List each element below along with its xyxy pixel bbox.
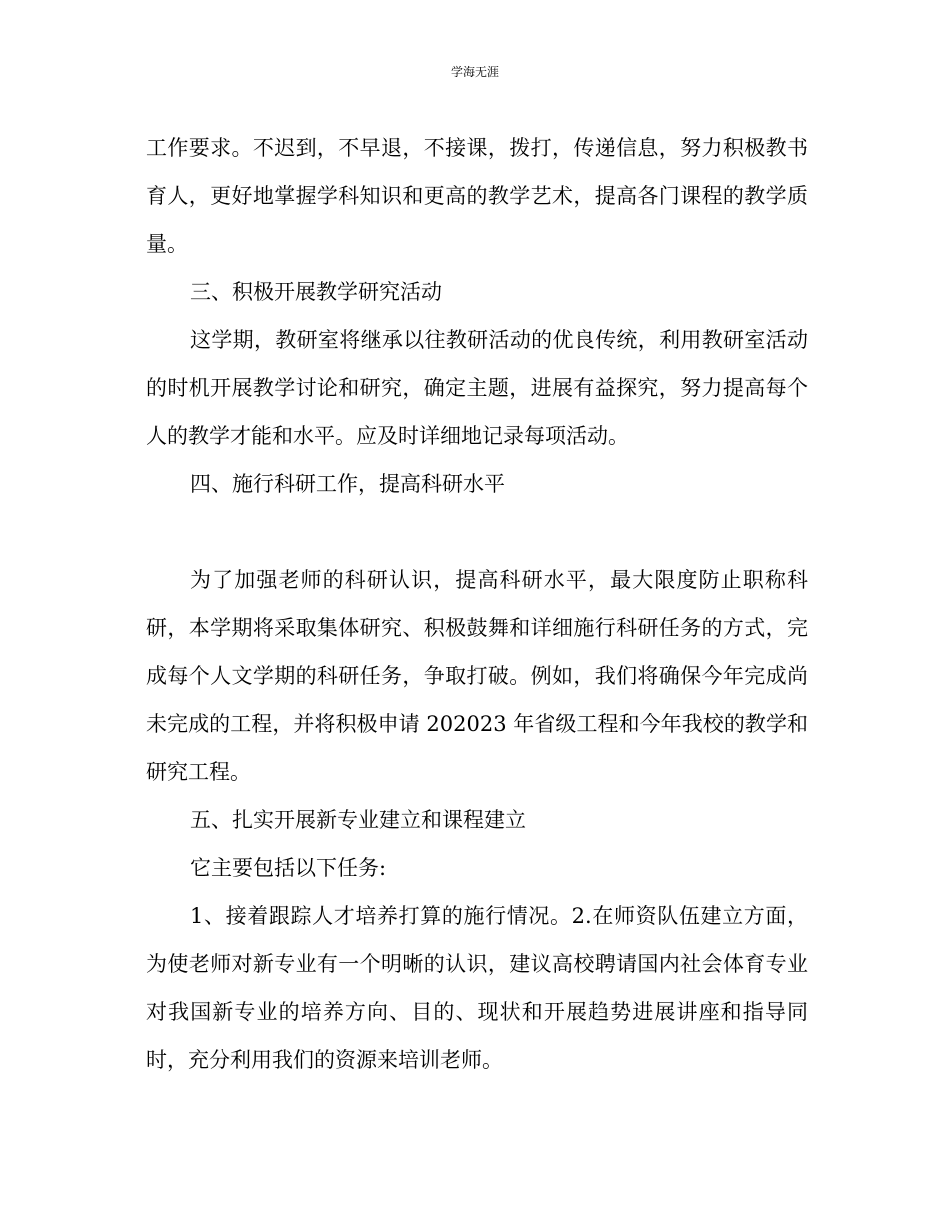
section-heading-4: 四、施行科研工作，提高科研水平 — [190, 472, 505, 496]
page-header: 学海无涯 — [450, 65, 499, 79]
section-heading-5: 五、扎实开展新专业建立和课程建立 — [190, 808, 526, 832]
paragraph-work-requirements: 工作要求。不迟到，不早退，不接课，拨打，传递信息，努力积极教书育人，更好地掌握学科知识和更高的教学艺术，提高各门课程的教学质量。 — [146, 136, 808, 256]
paragraph-tasks-intro: 它主要包括以下任务: — [190, 856, 387, 880]
section-heading-3: 三、积极开展教学研究活动 — [190, 280, 442, 304]
paragraph-scientific-research: 为了加强老师的科研认识，提高科研水平，最大限度防止职称科研，本学期将采取集体研究、积极鼓舞和详细施行科研任务的方式，完成每个人文学期的科研任务，争取打破。例如，我们将确保今年完成尚未完成的工程，并将积极申请 202023 年省级工程和今年我校的教学和研究工程。 — [146, 568, 808, 784]
paragraph-teaching-research: 这学期，教研室将继承以往教研活动的优良传统，利用教研室活动的时机开展教学讨论和研究，确定主题，进展有益探究，努力提高每个人的教学才能和水平。应及时详细地记录每项活动。 — [146, 328, 808, 448]
document-body — [146, 124, 808, 1084]
paragraph-task-1: 1、接着跟踪人才培养打算的施行情况。2.在师资队伍建立方面，为使老师对新专业有一个明晰的认识，建议高校聘请国内社会体育专业对我国新专业的培养方向、目的、现状和开展趋势进展讲座和指导同时，充分利用我们的资源来培训老师。 — [146, 904, 808, 1072]
